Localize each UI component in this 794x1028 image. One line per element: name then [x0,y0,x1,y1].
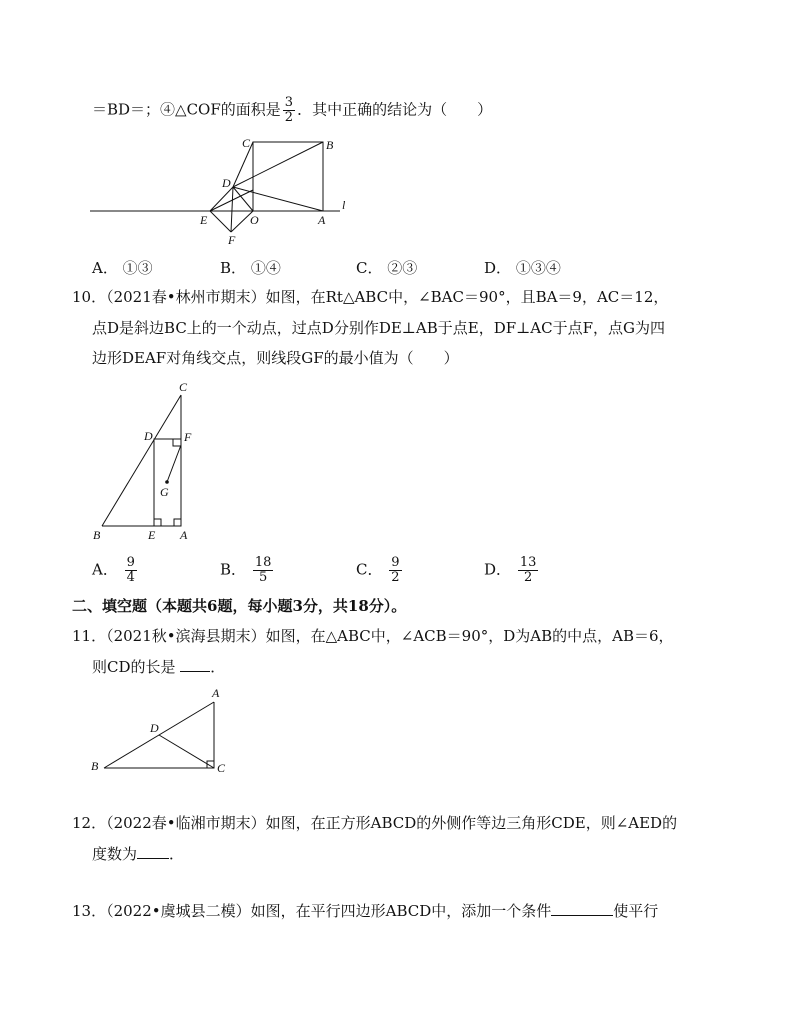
q9-frac-denominator: 2 [284,110,294,125]
q10-option-b-den: 5 [258,570,268,585]
q10-option-a-den: 4 [126,570,135,585]
q9-text-prefix: ＝BD＝；④△COF的面积是 [92,100,281,119]
q10-option-a-num: 9 [126,555,135,570]
q12-line-1 [72,813,677,833]
q10-option-c-letter: C． [356,560,383,579]
q9-option-d-text: ①③④ [515,259,561,277]
q10-option-b-letter: B． [220,560,247,579]
q9-label-d: D [222,176,231,190]
q10-text-1: （2021春•林州市期末）如图，在Rt△ABC中，∠BAC＝90°，且BA＝9，AC＝12， [106,288,669,306]
q10-option-b-num: 18 [254,555,272,570]
q13-line-1 [72,901,658,921]
q9-label-l: l [342,198,346,212]
q10-option-d-den: 2 [523,570,533,585]
q9-option-b-letter: B． [220,259,247,277]
q12-text-1: （2022春•临湘市期末）如图，在正方形ABCD的外侧作等边三角形CDE，则∠AED的 [106,814,678,832]
q11-label-d: D [150,721,159,735]
q10-option-c-num: 9 [391,555,400,570]
q9-option-c-text: ②③ [387,259,418,277]
q9-option-c-letter: C． [356,259,383,277]
q13-number: 13． [72,902,107,920]
section-heading: 二、填空题（本题共6题，每小题3分，共18分）。 [72,597,407,615]
q13-text-1-prefix: （2022•虞城县二模）如图，在平行四边形ABCD中，添加一个条件 [106,902,552,920]
q10-option-d-num: 13 [519,555,537,570]
q10-label-c: C [179,380,188,394]
q10-label-e: E [148,528,156,542]
q9-option-a-text: ①③ [122,259,153,277]
q9-label-b: B [326,138,334,152]
q9-text-suffix: ．其中正确的结论为（ ） [297,100,493,119]
q12-line-2 [92,844,184,864]
q9-label-f: F [228,233,236,247]
q10-option-a-letter: A． [92,560,118,579]
q9-frac-numerator: 3 [284,95,294,110]
q12-number: 12． [72,814,107,832]
q11-label-c: C [217,761,226,775]
q11-label-b: B [91,759,99,773]
q11-number: 11． [72,627,107,645]
q10-label-g: G [160,485,169,499]
q11-text-2-suffix: ． [210,658,226,676]
q10-option-c-den: 2 [391,570,400,585]
q9-label-e: E [200,213,208,227]
q10-text-2: 点D是斜边BC上的一个动点，过点D分别作DE⊥AB于点E，DF⊥AC于点F，点G为四 [92,319,665,337]
q9-label-o: O [250,213,259,227]
q12-text-2-suffix: ． [169,845,185,863]
q9-option-b-text: ①④ [250,259,281,277]
q11-text-2-prefix: 则CD的长是 [92,658,181,676]
q12-answer-blank[interactable] [137,846,169,859]
q9-option-d-letter: D． [484,259,512,277]
q9-label-c: C [242,136,251,150]
q9-label-a: A [318,213,326,227]
q10-label-b: B [93,528,101,542]
q10-option-d-letter: D． [484,560,512,579]
q9-option-a-letter: A． [92,259,118,277]
q10-label-d: D [144,429,153,443]
q10-label-f: F [184,430,192,444]
q13-answer-blank[interactable] [551,903,613,916]
q11-label-a: A [212,686,220,700]
q11-text-1: （2021秋•滨海县期末）如图，在△ABC中，∠ACB＝90°，D为AB的中点，AB＝6， [106,627,674,645]
q12-text-2-prefix: 度数为 [92,845,138,863]
q10-text-3: 边形DEAF对角线交点，则线段GF的最小值为（ ） [92,349,459,367]
q10-number: 10． [72,288,107,306]
q13-text-1-suffix: 使平行 [613,902,659,920]
q10-label-a: A [180,528,188,542]
